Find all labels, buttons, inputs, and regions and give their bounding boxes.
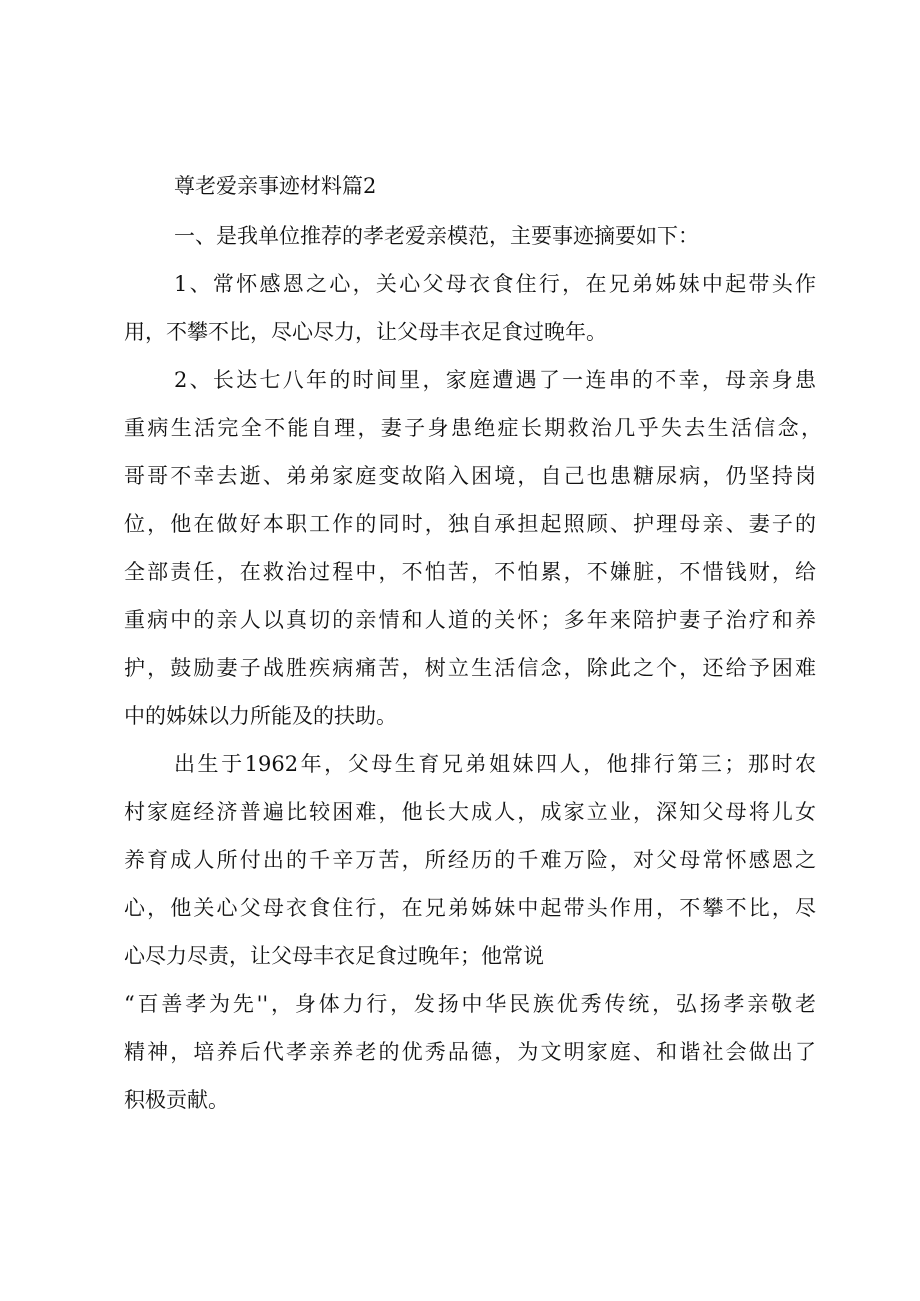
paragraph-line: 心尽力尽责，让父母丰衣足食过晚年；他常说 <box>124 944 544 968</box>
paragraph-line: 中的姊妹以力所能及的扶助。 <box>124 704 397 728</box>
paragraph-line: 用，不攀不比，尽心尽力，让父母丰衣足食过晚年。 <box>124 320 607 344</box>
paragraph-line: 出生于1962年，父母生育兄弟姐妹四人，他排行第三；那时农 <box>174 752 816 776</box>
paragraph-line: “百善孝为先''，身体力行，发扬中华民族优秀传统，弘扬孝亲敬老 <box>124 992 816 1016</box>
paragraph-line: 2、长达七八年的时间里，家庭遭遇了一连串的不幸，母亲身患 <box>174 368 816 392</box>
paragraph-line: 积极贡献。 <box>124 1088 229 1112</box>
paragraph-line: 精神，培养后代孝亲养老的优秀品德，为文明家庭、和谐社会做出了 <box>124 1040 816 1064</box>
paragraph-line: 1、常怀感恩之心，关心父母衣食住行，在兄弟姊妹中起带头作 <box>174 272 816 296</box>
paragraph-line: 重病中的亲人以真切的亲情和人道的关怀；多年来陪护妻子治疗和养 <box>124 608 816 632</box>
paragraph-line: 一、是我单位推荐的孝老爱亲模范，主要事迹摘要如下： <box>174 224 699 248</box>
paragraph-line: 全部责任，在救治过程中，不怕苦，不怕累，不嫌脏，不惜钱财，给 <box>124 560 816 584</box>
paragraph-line: 哥哥不幸去逝、弟弟家庭变故陷入困境，自己也患糖尿病，仍坚持岗 <box>124 464 816 488</box>
paragraph-line: 心，他关心父母衣食住行，在兄弟姊妹中起带头作用，不攀不比，尽 <box>124 896 816 920</box>
paragraph-line: 护，鼓励妻子战胜疾病痛苦，树立生活信念，除此之个，还给予困难 <box>124 656 816 680</box>
document-title: 尊老爱亲事迹材料篇2 <box>174 174 377 198</box>
paragraph-line: 养育成人所付出的千辛万苦，所经历的千难万险，对父母常怀感恩之 <box>124 848 816 872</box>
paragraph-line: 村家庭经济普遍比较困难，他长大成人，成家立业，深知父母将儿女 <box>124 800 816 824</box>
paragraph-line: 位，他在做好本职工作的同时，独自承担起照顾、护理母亲、妻子的 <box>124 512 816 536</box>
paragraph-line: 重病生活完全不能自理，妻子身患绝症长期救治几乎失去生活信念， <box>124 416 822 440</box>
